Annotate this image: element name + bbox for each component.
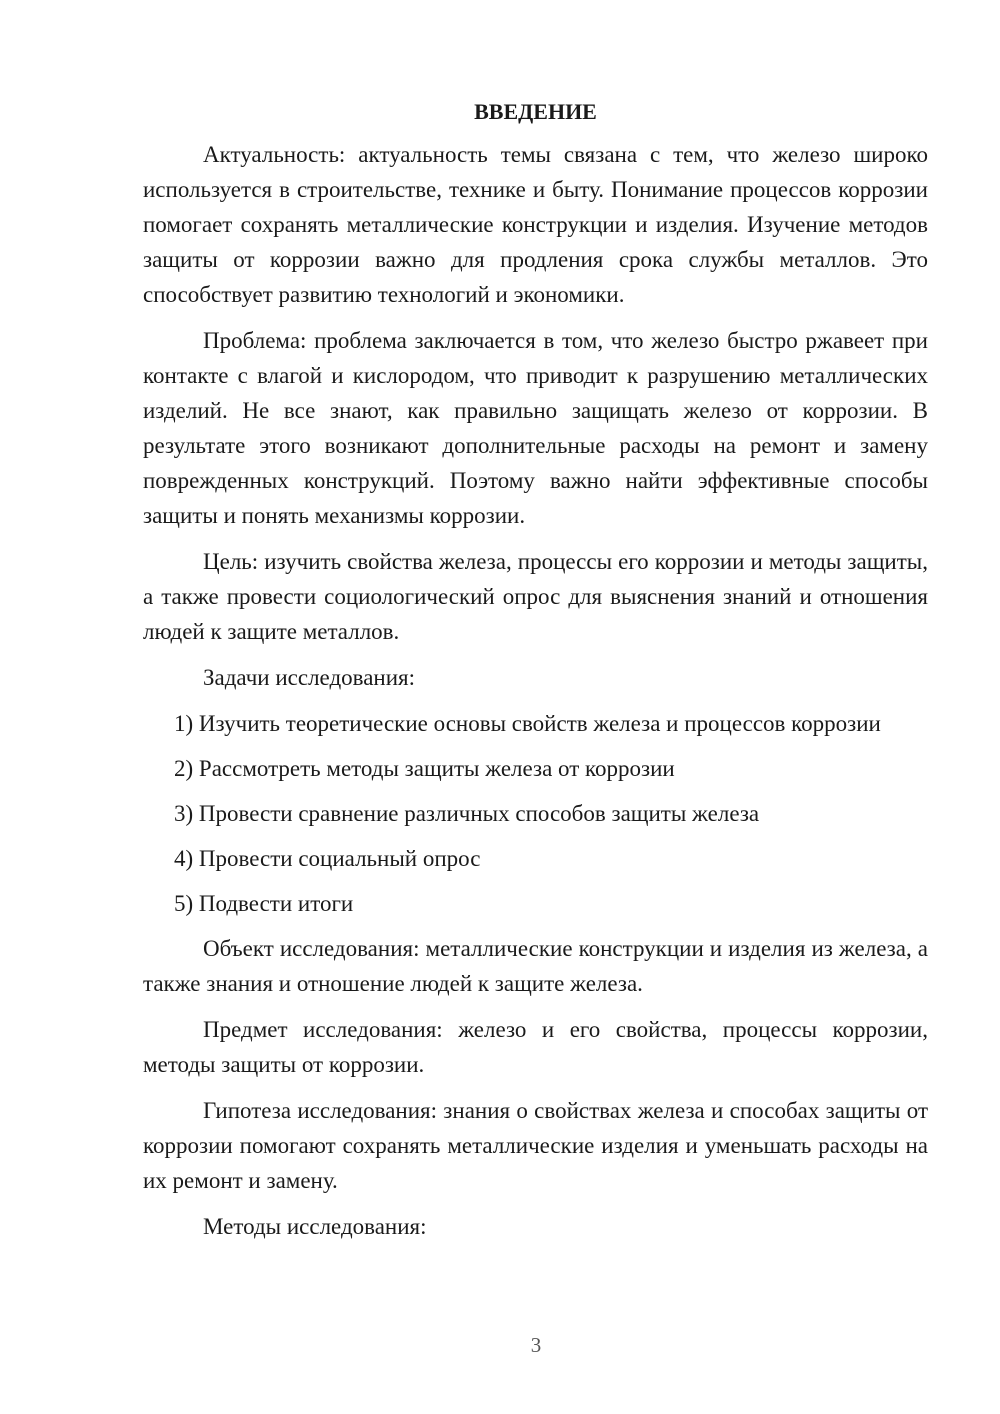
section-title: ВВЕДЕНИЕ: [474, 99, 597, 124]
problem-paragraph: Проблема: проблема заключается в том, что железо быстро ржавеет при контакте с влагой и кислородом, что приводит к разрушению металлических изделий. Не все знают, как правильно защищать железо от коррозии. В результате этого возникают дополнительные расходы на ремонт и замену поврежденных конструкций. Поэтому важно найти эффективные способы защиты и понять механизмы коррозии.: [143, 328, 928, 528]
page-content: [143, 97, 928, 1255]
hypothesis-paragraph: Гипотеза исследования: знания о свойствах железа и способах защиты от коррозии помогают сохранять металлические изделия и уменьшать расходы на их ремонт и замену.: [143, 1098, 928, 1193]
methods-heading: Методы исследования:: [203, 1214, 427, 1239]
object-paragraph: Объект исследования: металлические конструкции и изделия из железа, а также знания и отношение людей к защите железа.: [143, 936, 928, 996]
task-item-2: 2) Рассмотреть методы защиты железа от коррозии: [174, 756, 675, 781]
task-item-3: 3) Провести сравнение различных способов защиты железа: [174, 801, 760, 826]
task-item-1: 1) Изучить теоретические основы свойств железа и процессов коррозии: [174, 711, 881, 736]
tasks-heading: Задачи исследования:: [203, 665, 416, 690]
page-number: 3: [530, 1333, 542, 1357]
task-item-4: 4) Провести социальный опрос: [174, 846, 481, 871]
subject-paragraph: Предмет исследования: железо и его свойства, процессы коррозии, методы защиты от коррозии.: [143, 1017, 928, 1077]
goal-paragraph: Цель: изучить свойства железа, процессы его коррозии и методы защиты, а также провести социологический опрос для выяснения знаний и отношения людей к защите металлов.: [143, 549, 928, 644]
relevance-paragraph: Актуальность: актуальность темы связана с тем, что железо широко используется в строительстве, технике и быту. Понимание процессов коррозии помогает сохранять металлические конструкции и изделия. Изучение методов защиты от коррозии важно для продления срока службы металлов. Это способствует развитию технологий и экономики.: [143, 142, 928, 307]
task-item-5: 5) Подвести итоги: [174, 891, 354, 916]
